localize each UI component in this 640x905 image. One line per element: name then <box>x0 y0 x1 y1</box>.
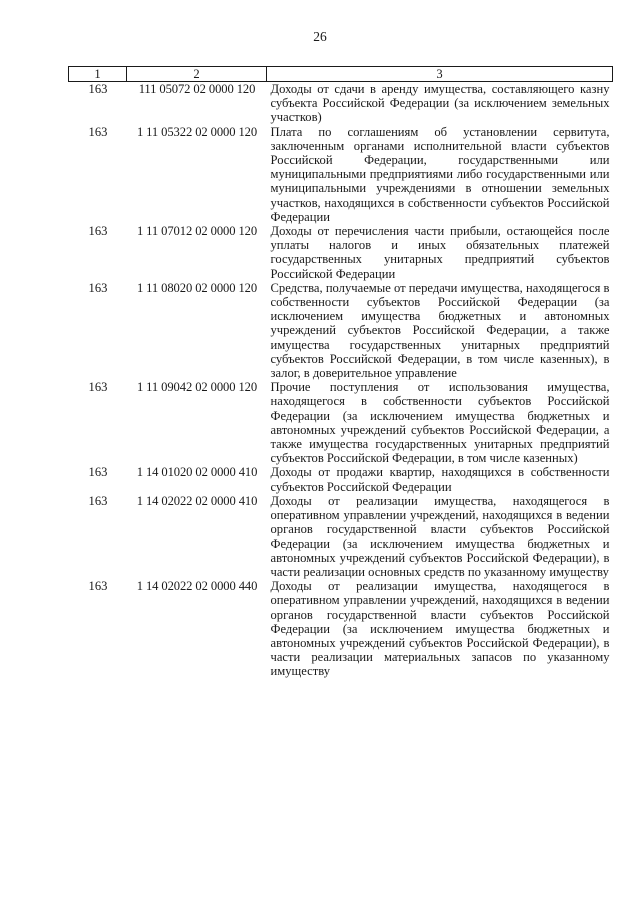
page-number: 26 <box>313 29 327 44</box>
budget-code-cell: 1 11 09042 02 0000 120 <box>136 380 258 395</box>
admin-code-cell: 163 <box>88 380 108 395</box>
table-row <box>69 380 613 465</box>
budget-code-cell: 1 11 08020 02 0000 120 <box>136 280 258 295</box>
admin-code-cell: 163 <box>88 224 108 239</box>
budget-code-cell: 1 14 02022 02 0000 440 <box>136 579 258 594</box>
table-row <box>69 224 613 281</box>
description-cell: Доходы от перечисления части прибыли, остающейся после уплаты налогов и иных обязательных платежей государственных унитарных предприятий субъектов Российской Федерации <box>270 224 610 281</box>
description-cell: Прочие поступления от использования имущества, находящегося в собственности субъектов Российской Федерации (за исключением имущества бюджетных и автономных учреждений субъектов Российской Федерации, а также имущества государственных унитарных предприятий субъектов Российской Федерации, в том числе казенных) <box>270 380 610 466</box>
table-row <box>69 579 613 678</box>
table-row <box>69 281 613 380</box>
admin-code-cell: 163 <box>88 124 108 139</box>
admin-code-cell: 163 <box>88 493 108 508</box>
budget-code-cell: 111 05072 02 0000 120 <box>138 82 256 96</box>
table-row <box>69 494 613 579</box>
description-cell: Плата по соглашениям об установлении сервитута, заключенным органами исполнительной власти субъектов Российской Федерации, государственными или муниципальными предприятиями либо государственными или муниципальными учреждениями в отношении земельных участков, находящихся в собственности субъектов Российской Федерации <box>270 124 610 224</box>
description-cell: Доходы от реализации имущества, находящегося в оперативном управлении учреждений, находящихся в ведении органов государственной власти субъектов Российской Федерации (за исключением имущества бюджетных и автономных учреждений субъектов Российской Федерации), в части реализации основных средств по указанному имуществу <box>270 493 610 579</box>
admin-code-cell: 163 <box>88 465 108 480</box>
table-row <box>69 125 613 224</box>
admin-code-cell: 163 <box>88 280 108 295</box>
admin-code-cell: 163 <box>88 579 108 594</box>
table-row <box>69 82 613 125</box>
budget-code-cell: 1 11 07012 02 0000 120 <box>136 224 258 239</box>
table-header-row <box>69 67 613 82</box>
description-cell: Средства, получаемые от передачи имущества, находящегося в собственности субъектов Российской Федерации (за исключением имущества бюджетных и автономных учреждений субъектов Российской Федерации, а также имущества государственных унитарных предприятий субъектов Российской Федерации, в том числе казенных), в залог, в доверительное управление <box>270 280 610 381</box>
column-header-1: 1 <box>69 67 127 82</box>
column-header-2: 2 <box>127 67 267 82</box>
revenue-codes-table <box>68 66 613 679</box>
budget-code-cell: 1 14 01020 02 0000 410 <box>136 465 258 480</box>
budget-code-cell: 1 14 02022 02 0000 410 <box>136 493 258 508</box>
column-header-3: 3 <box>267 67 613 82</box>
table-row <box>69 465 613 493</box>
description-cell: Доходы от сдачи в аренду имущества, составляющего казну субъекта Российской Федерации (за исключением земельных участков) <box>270 82 610 125</box>
budget-code-cell: 1 11 05322 02 0000 120 <box>136 124 258 139</box>
admin-code-cell: 163 <box>88 82 108 96</box>
description-cell: Доходы от продажи квартир, находящихся в собственности субъектов Российской Федерации <box>270 465 610 494</box>
description-cell: Доходы от реализации имущества, находящегося в оперативном управлении учреждений, находящихся в ведении органов государственной власти субъектов Российской Федерации (за исключением имущества бюджетных и автономных учреждений субъектов Российской Федерации), в части реализации материальных запасов по указанному имуществу <box>270 579 610 679</box>
